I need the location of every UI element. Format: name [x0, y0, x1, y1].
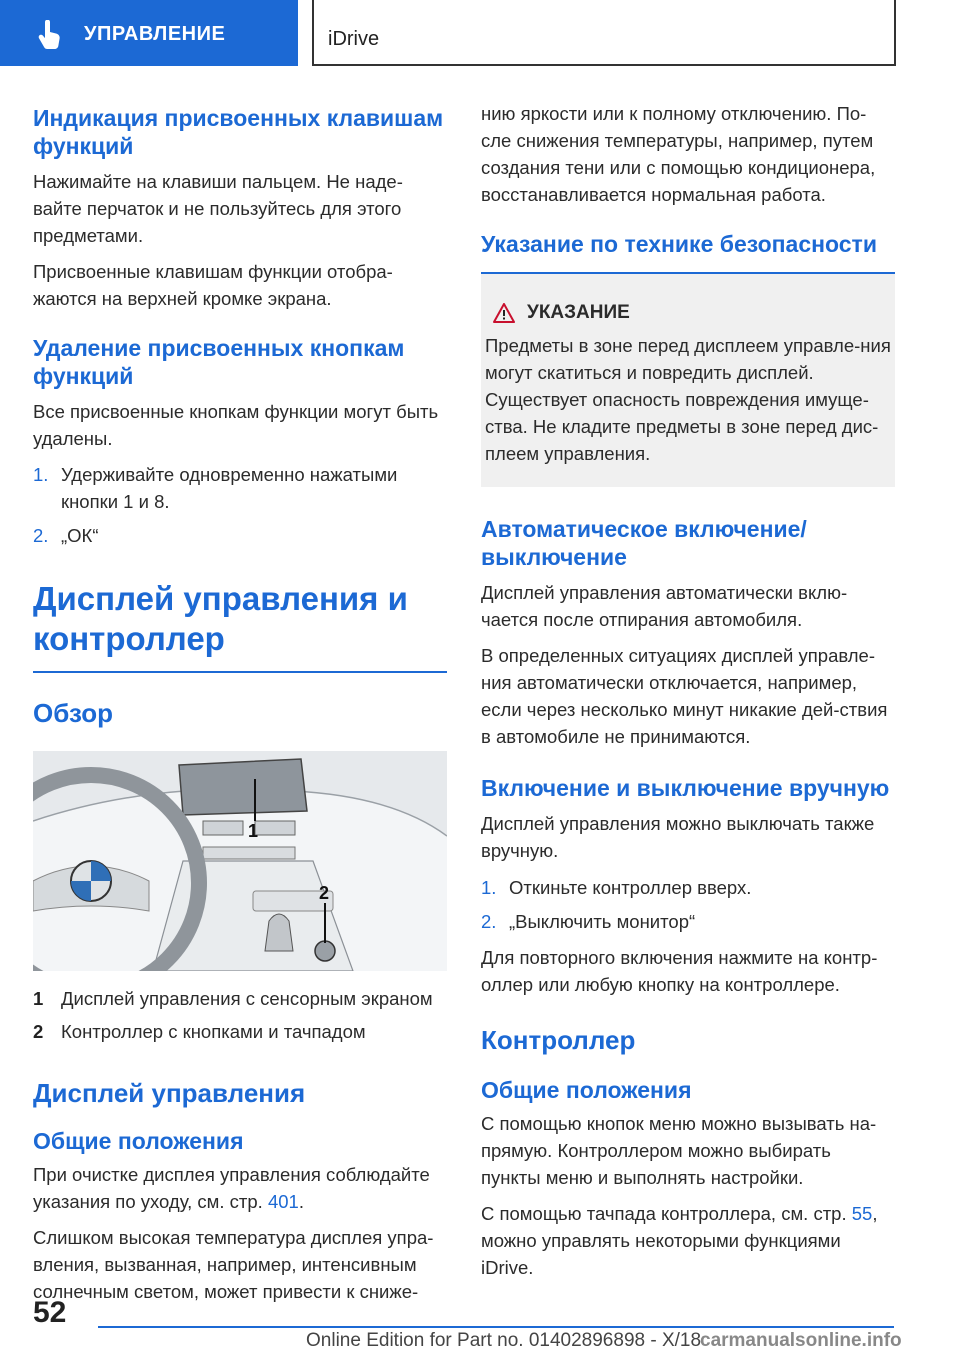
heading-overview: Обзор [33, 698, 113, 728]
heading-delete: Удаление присвоенных кнопкам функций [33, 335, 405, 389]
paragraph: Присвоенные клавишам функции отобра-жаются на верхней кромке экрана. [33, 261, 393, 309]
divider [33, 671, 447, 673]
chapter-heading: Дисплей управления и контроллер [33, 580, 408, 657]
heading-safety: Указание по технике безопасности [481, 231, 877, 257]
callout-2: 2 [319, 883, 330, 903]
heading-auto: Автоматическое включение/ выключение [481, 516, 807, 570]
warning-text: Предметы в зоне перед дисплеем управле-ния могут скатиться и повредить дисплей. Существует опасность повреждения имуще-ства. Не кладите предметы в зоне перед дис-плеем управления. [485, 335, 891, 464]
heading-manual: Включение и выключение вручную [481, 775, 890, 801]
heading-controller: Контроллер [481, 1025, 636, 1055]
warning-box [481, 274, 895, 487]
heading-general: Общие положения [33, 1128, 244, 1154]
paragraph: В определенных ситуациях дисплей управле-ния автоматически отключается, например, если через несколько минут никакие дей-ствия в автомобиле не принимаются. [481, 645, 888, 747]
list-item: 1. Удерживайте одновременно нажатыми кнопки 1 и 8. [33, 464, 398, 512]
hand-pointer-icon [36, 20, 64, 50]
steps-list [481, 874, 895, 935]
paragraph: Нажимайте на клавиши пальцем. Не наде-вайте перчаток и не пользуйтесь для этого предметами. [33, 171, 403, 246]
paragraph: Дисплей управления можно выключать также вручную. [481, 813, 875, 861]
warning-title: УКАЗАНИЕ [493, 302, 895, 324]
heading-display: Дисплей управления [33, 1078, 306, 1108]
list-item: 1. Откиньте контроллер вверх. [481, 877, 752, 898]
callout-1: 1 [248, 821, 259, 841]
footer-divider [98, 1326, 894, 1328]
paragraph: С помощью кнопок меню можно вызывать на-прямую. Контроллером можно выбирать пункты меню и выполнять настройки. [481, 1113, 877, 1188]
page-number: 52 [33, 1296, 67, 1329]
footer-edition: Online Edition for Part no. 01402896898 - X/18 [306, 1330, 702, 1351]
figure-legend [33, 985, 447, 1045]
right-column [481, 100, 895, 1281]
left-column [33, 100, 447, 1305]
page-link[interactable]: 401 [267, 1191, 299, 1212]
paragraph: Дисплей управления автоматически вклю-чается после отпирания автомобиля. [481, 582, 848, 630]
page-link[interactable]: 55 [851, 1203, 873, 1224]
paragraph: Все присвоенные кнопкам функции могут быть удалены. [33, 401, 439, 449]
cockpit-drawing [33, 751, 447, 971]
steps-list [33, 461, 447, 549]
section-title: iDrive [328, 28, 380, 50]
legend-item: 2 Контроллер с кнопками и тачпадом [33, 1021, 366, 1042]
list-item: 2. „Выключить монитор“ [481, 911, 696, 932]
cockpit-illustration [33, 751, 447, 971]
chapter-title: УПРАВЛЕНИЕ [84, 23, 226, 45]
heading-indication: Индикация присвоенных клавишам функций [33, 105, 444, 159]
paragraph: Для повторного включения нажмите на контр-оллер или любую кнопку на контроллере. [481, 947, 878, 995]
heading-general: Общие положения [481, 1077, 692, 1103]
watermark: carmanualsonline.info [700, 1330, 902, 1351]
paragraph: Слишком высокая температура дисплея упра-вления, вызванная, например, интенсивным солнечным светом, может привести к сниже- [33, 1227, 434, 1302]
chapter-tab [0, 0, 298, 66]
section-header [312, 0, 896, 66]
paragraph: При очистке дисплея управления соблюдайте указания по уходу, см. стр. 401. [33, 1164, 430, 1212]
list-item: 2. „ОК“ [33, 525, 99, 546]
legend-item: 1 Дисплей управления с сенсорным экраном [33, 988, 433, 1009]
warning-triangle-icon [493, 303, 515, 323]
paragraph: С помощью тачпада контроллера, см. стр. 55, можно управлять некоторыми функциями iDrive. [481, 1203, 878, 1278]
paragraph: нию яркости или к полному отключению. По-сле снижения температуры, например, путем создания тени или с помощью кондиционера, восстанавливается нормальная работа. [481, 103, 876, 205]
